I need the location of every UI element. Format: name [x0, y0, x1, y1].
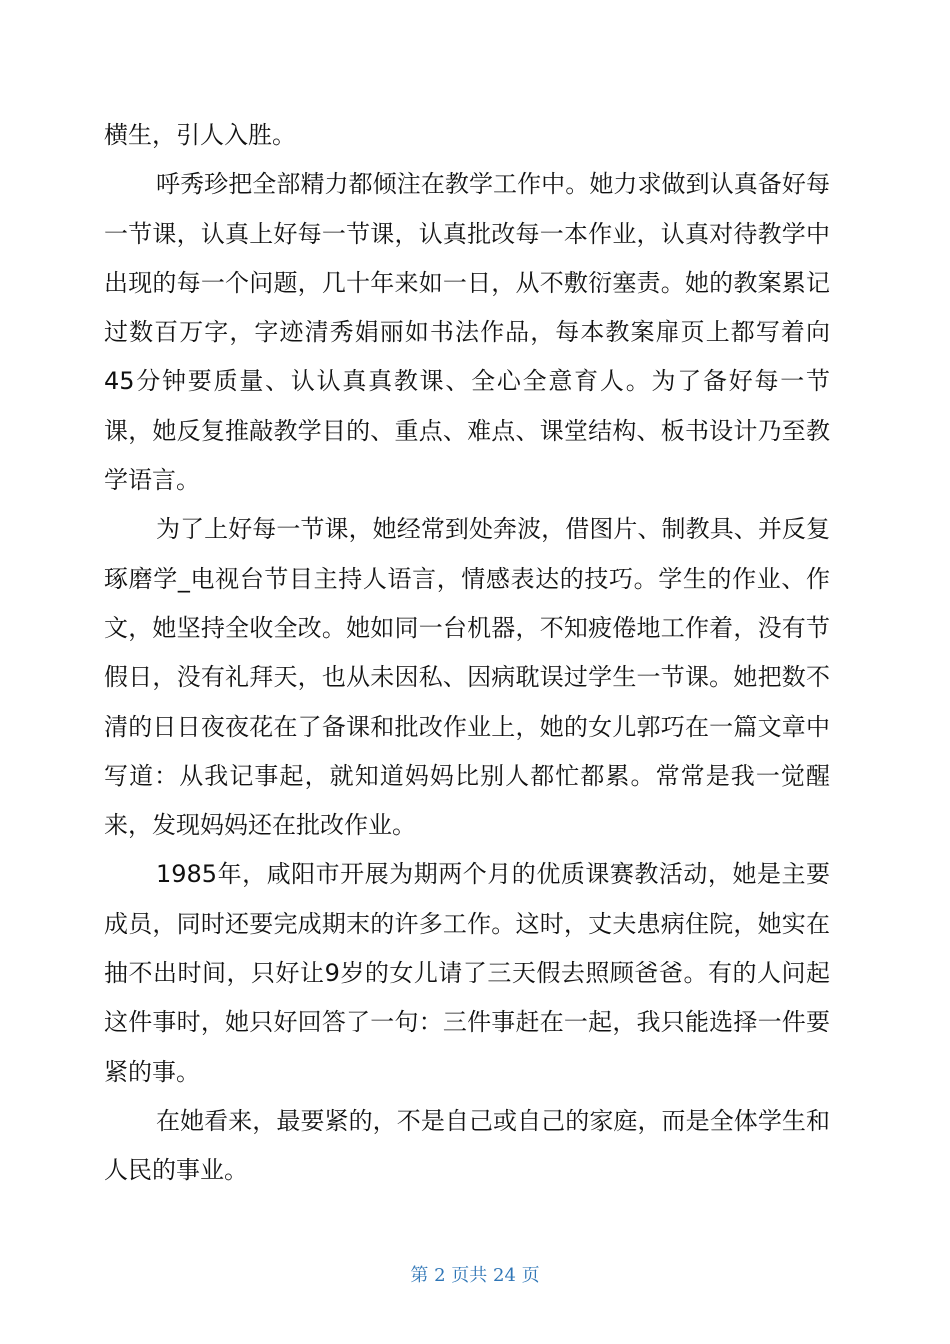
paragraph-4: 1985年，咸阳市开展为期两个月的优质课赛教活动，她是主要成员，同时还要完成期末的许多工作。这时，丈夫患病住院，她实在抽不出时间，只好让9岁的女儿请了三天假去照顾爸爸。有的人问起这件事时，她只好回答了一句：三件事赶在一起，我只能选择一件要紧的事。	[104, 860, 830, 1086]
paragraph-5: 在她看来，最要紧的，不是自己或自己的家庭，而是全体学生和人民的事业。	[104, 1106, 830, 1185]
paragraph-2: 呼秀珍把全部精力都倾注在教学工作中。她力求做到认真备好每一节课，认真上好每一节课，认真批改每一本作业，认真对待教学中出现的每一个问题，几十年来如一日，从不敷衍塞责。她的教案累记过数百万字，字迹清秀娟丽如书法作品，每本教案扉页上都写着向45分钟要质量、认认真真教课、全心全意育人。为了备好每一节课，她反复推敲教学目的、重点、难点、课堂结构、板书设计乃至教学语言。	[104, 170, 830, 495]
page-number-footer: 第 2 页共 24 页	[410, 1265, 540, 1286]
document-body	[104, 111, 830, 1196]
paragraph-1: 横生，引人入胜。	[104, 121, 296, 149]
paragraph-3: 为了上好每一节课，她经常到处奔波，借图片、制教具、并反复琢磨学_电视台节目主持人语言，情感表达的技巧。学生的作业、作文，她坚持全收全改。她如同一台机器，不知疲倦地工作着，没有节假日，没有礼拜天，也从未因私、因病耽误过学生一节课。她把数不清的日日夜夜花在了备课和批改作业上，她的女儿郭巧在一篇文章中写道：从我记事起，就知道妈妈比别人都忙都累。常常是我一觉醒来，发现妈妈还在批改作业。	[104, 515, 830, 840]
